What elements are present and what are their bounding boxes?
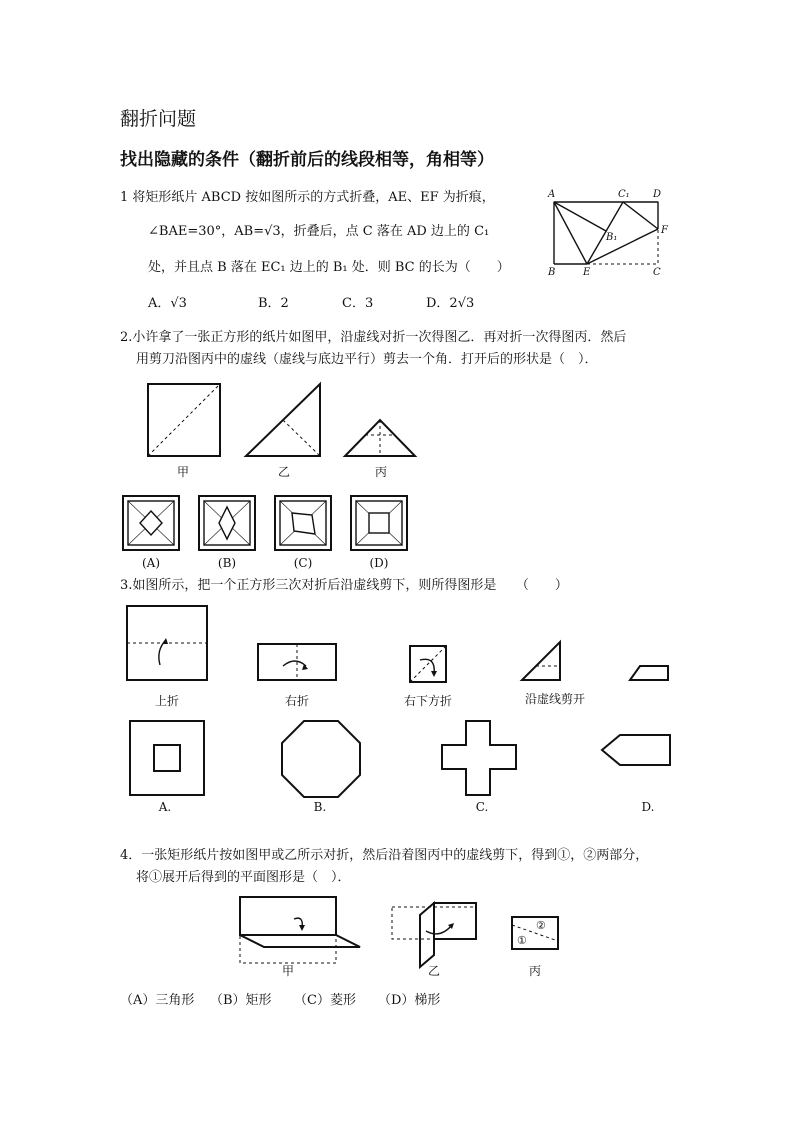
q2-caption-yi: 乙 [277,465,290,479]
q4-line1: 4．一张矩形纸片按如图甲或乙所示对折，然后沿着图丙中的虚线剪下，得到①，②两部分， [120,848,649,863]
q4-line2: 将①展开后得到的平面图形是（ ）． [136,870,351,885]
q3-caption-lower-right-fold: 右下方折 [403,694,452,708]
q4-option-a: （A）三角形 [120,993,195,1008]
q3-option-b: B. [313,800,327,814]
label-b: B [548,267,556,278]
q4-fold-figures [230,893,570,968]
q1-rectangle-fold-figure [540,185,680,280]
q2-line2: 用剪刀沿图丙中的虚线（虚线与底边平行）剪去一个角．打开后的形状是（ ）． [136,352,598,367]
label-c1: C₁ [618,189,630,200]
q4-option-c: （C）菱形 [294,993,356,1008]
q2-fold-figures [140,378,400,463]
label-d: D [653,189,662,200]
label-f: F [661,225,668,236]
q4-caption-jia: 甲 [281,964,294,978]
q2-caption-jia: 甲 [176,465,189,479]
q3-option-c: C. [475,800,489,814]
q4-option-b: （B）矩形 [210,993,272,1008]
q3-option-d: D. [641,800,655,814]
q3-line1: 3.如图所示，把一个正方形三次对折后沿虚线剪下，则所得图形是 （ ） [120,578,568,593]
q1-option-a: A．√3 [148,296,187,311]
q1-line3: 处，并且点 B 落在 EC₁ 边上的 B₁ 处．则 BC 的长为（ ） [148,260,510,275]
q4-caption-bing: 丙 [528,964,541,978]
page-title: 翻折问题 [120,108,197,130]
label-e: E [583,267,591,278]
label-a: A [548,189,556,200]
q1-option-d: D．2√3 [426,296,475,311]
q2-line1: 2.小许拿了一张正方形的纸片如图甲，沿虚线对折一次得图乙．再对折一次得图丙．然后 [120,330,627,345]
q3-caption-right-fold: 右折 [284,694,309,708]
q2-option-c: (C) [293,556,313,570]
label-b1: B₁ [606,232,618,243]
q3-option-figures [120,715,680,800]
q3-caption-cut: 沿虚线剪开 [524,692,585,706]
label-c: C [653,267,661,278]
q2-option-d: (D) [369,556,389,570]
q4-option-d: （D）梯形 [378,993,441,1008]
q1-line1: 1 将矩形纸片 ABCD 按如图所示的方式折叠，AE、EF 为折痕， [120,190,495,205]
q1-option-c: C．3 [342,296,374,311]
q2-caption-bing: 丙 [374,465,387,479]
q1-line2: ∠BAE=30°，AB=√3，折叠后，点 C 落在 AD 边上的 C₁ [148,224,490,239]
q3-fold-steps-figure [120,600,680,690]
q3-option-a: A. [158,800,172,814]
q2-option-b: (B) [217,556,237,570]
q3-caption-up-fold: 上折 [154,694,179,708]
q2-option-a: (A) [141,556,161,570]
q2-option-figures [120,494,420,554]
q4-mark-1: ① [517,934,527,947]
section-subtitle: 找出隐藏的条件（翻折前后的线段相等，角相等） [120,150,494,170]
q1-option-b: B．2 [258,296,289,311]
q4-caption-yi: 乙 [427,964,440,978]
q4-mark-2: ② [536,919,546,932]
